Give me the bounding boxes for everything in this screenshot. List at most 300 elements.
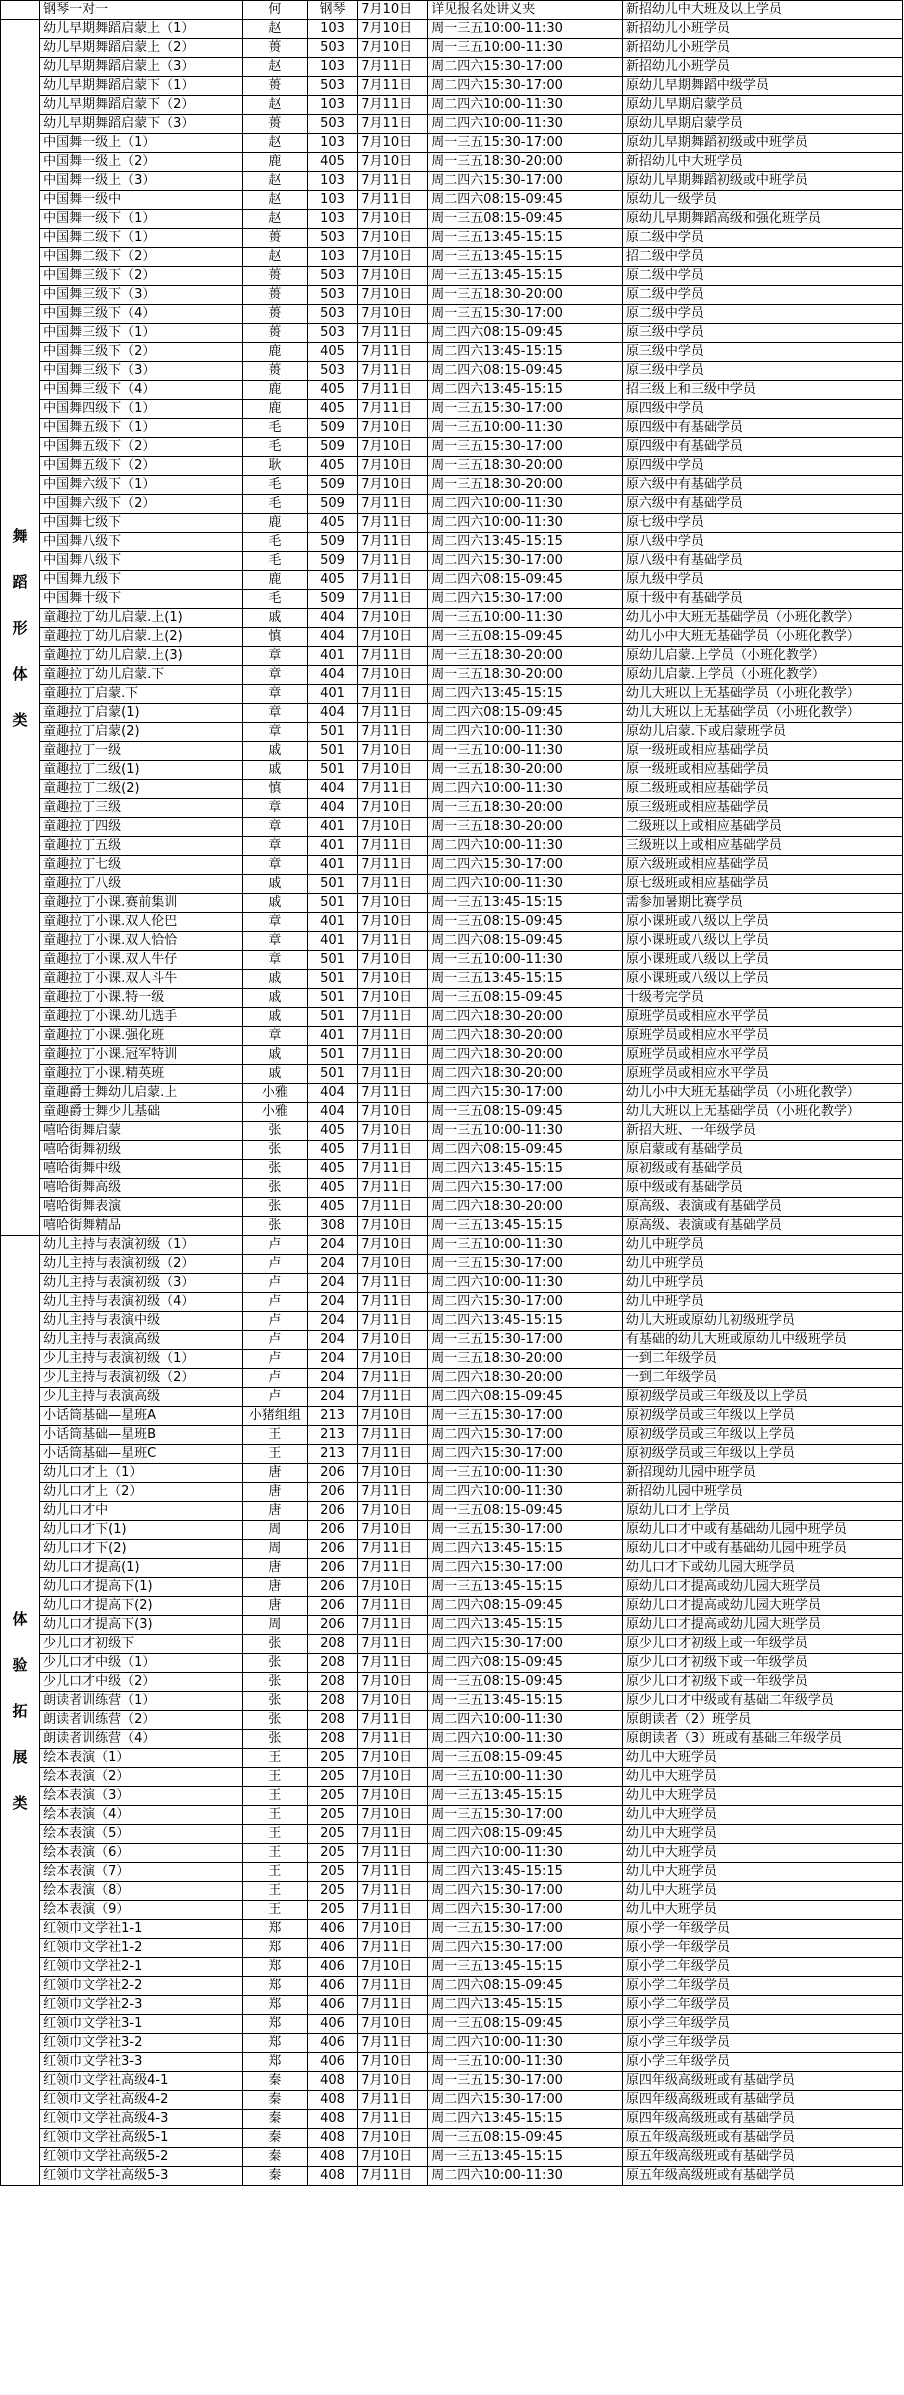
start-date: 7月10日 xyxy=(358,419,428,438)
room: 405 xyxy=(307,514,357,533)
table-row xyxy=(1,2072,903,2091)
class-time: 周二四六10:00-11:30 xyxy=(428,2034,623,2053)
teacher: 毛 xyxy=(242,552,307,571)
room: 406 xyxy=(307,1939,357,1958)
class-time: 周二四六15:30-17:00 xyxy=(428,172,623,191)
class-time: 周二四六18:30-20:00 xyxy=(428,1065,623,1084)
eligibility: 原小学二年级学员 xyxy=(622,1958,902,1977)
room: 405 xyxy=(307,1179,357,1198)
course-name: 中国舞三级下（2） xyxy=(40,267,243,286)
table-row xyxy=(1,2053,903,2072)
start-date: 7月10日 xyxy=(358,818,428,837)
course-name: 中国舞七级下 xyxy=(40,514,243,533)
room: 401 xyxy=(307,856,357,875)
room: 401 xyxy=(307,913,357,932)
room: 205 xyxy=(307,1901,357,1920)
eligibility: 原十级中有基础学员 xyxy=(622,590,902,609)
teacher: 王 xyxy=(242,1882,307,1901)
course-name: 童趣拉丁小课.精英班 xyxy=(40,1065,243,1084)
start-date: 7月10日 xyxy=(358,267,428,286)
table-row xyxy=(1,780,903,799)
class-time: 周二四六10:00-11:30 xyxy=(428,96,623,115)
start-date: 7月11日 xyxy=(358,1654,428,1673)
course-name: 朗读者训练营（4） xyxy=(40,1730,243,1749)
eligibility: 原小课班或八级以上学员 xyxy=(622,932,902,951)
room: 408 xyxy=(307,2129,357,2148)
table-row xyxy=(1,1198,903,1217)
header-date: 7月10日 xyxy=(358,1,428,20)
table-row xyxy=(1,818,903,837)
table-row xyxy=(1,381,903,400)
teacher: 秦 xyxy=(242,2148,307,2167)
eligibility: 原幼儿口才提高或幼儿园大班学员 xyxy=(622,1597,902,1616)
eligibility: 原六级中有基础学员 xyxy=(622,495,902,514)
eligibility: 招二级中学员 xyxy=(622,248,902,267)
teacher: 戚 xyxy=(242,989,307,1008)
table-row xyxy=(1,438,903,457)
room: 408 xyxy=(307,2110,357,2129)
table-row xyxy=(1,723,903,742)
start-date: 7月11日 xyxy=(358,2034,428,2053)
teacher: 卢 xyxy=(242,1274,307,1293)
eligibility: 有基础的幼儿大班或原幼儿中级班学员 xyxy=(622,1331,902,1350)
eligibility: 原四级中学员 xyxy=(622,400,902,419)
room: 405 xyxy=(307,571,357,590)
class-time: 周一三五13:45-15:15 xyxy=(428,229,623,248)
course-name: 红领巾文学社3-1 xyxy=(40,2015,243,2034)
class-time: 周一三五08:15-09:45 xyxy=(428,1673,623,1692)
start-date: 7月10日 xyxy=(358,628,428,647)
class-time: 周二四六18:30-20:00 xyxy=(428,1046,623,1065)
class-time: 周一三五10:00-11:30 xyxy=(428,1464,623,1483)
room: 503 xyxy=(307,115,357,134)
table-row xyxy=(1,1939,903,1958)
eligibility: 原幼儿口才提高或幼儿园大班学员 xyxy=(622,1616,902,1635)
course-name: 中国舞二级下（1） xyxy=(40,229,243,248)
room: 408 xyxy=(307,2148,357,2167)
course-name: 少儿主持与表演初级（2） xyxy=(40,1369,243,1388)
course-name: 中国舞五级下（2） xyxy=(40,457,243,476)
course-name: 少儿口才初级下 xyxy=(40,1635,243,1654)
eligibility: 原小课班或八级以上学员 xyxy=(622,951,902,970)
teacher: 小雅 xyxy=(242,1103,307,1122)
course-name: 中国舞一级下（1） xyxy=(40,210,243,229)
class-time: 周二四六15:30-17:00 xyxy=(428,77,623,96)
eligibility: 原幼儿早期启蒙学员 xyxy=(622,115,902,134)
table-row xyxy=(1,134,903,153)
room: 103 xyxy=(307,172,357,191)
eligibility: 原一级班或相应基础学员 xyxy=(622,761,902,780)
eligibility: 一到二年级学员 xyxy=(622,1350,902,1369)
start-date: 7月11日 xyxy=(358,191,428,210)
eligibility: 幼儿大班以上无基础学员（小班化教学） xyxy=(622,685,902,704)
eligibility: 需参加暑期比赛学员 xyxy=(622,894,902,913)
teacher: 毛 xyxy=(242,590,307,609)
class-time: 周一三五08:15-09:45 xyxy=(428,989,623,1008)
course-name: 中国舞一级上（1） xyxy=(40,134,243,153)
course-name: 少儿口才中级（1） xyxy=(40,1654,243,1673)
start-date: 7月11日 xyxy=(358,1274,428,1293)
start-date: 7月11日 xyxy=(358,1445,428,1464)
table-row xyxy=(1,2129,903,2148)
class-time: 周一三五13:45-15:15 xyxy=(428,970,623,989)
class-time: 周一三五10:00-11:30 xyxy=(428,951,623,970)
teacher: 戚 xyxy=(242,970,307,989)
room: 401 xyxy=(307,1027,357,1046)
start-date: 7月11日 xyxy=(358,647,428,666)
course-name: 童趣拉丁四级 xyxy=(40,818,243,837)
class-time: 周一三五08:15-09:45 xyxy=(428,2015,623,2034)
class-time: 周一三五08:15-09:45 xyxy=(428,2129,623,2148)
class-time: 周二四六13:45-15:15 xyxy=(428,1996,623,2015)
teacher: 郑 xyxy=(242,1977,307,1996)
header-row xyxy=(1,1,903,20)
eligibility: 幼儿中大班学员 xyxy=(622,1882,902,1901)
table-row xyxy=(1,2110,903,2129)
teacher: 唐 xyxy=(242,1502,307,1521)
course-name: 幼儿早期舞蹈启蒙上（2） xyxy=(40,39,243,58)
course-name: 中国舞一级中 xyxy=(40,191,243,210)
start-date: 7月11日 xyxy=(358,552,428,571)
class-time: 周一三五13:45-15:15 xyxy=(428,267,623,286)
eligibility: 原朗读者（3）班或有基础三年级学员 xyxy=(622,1730,902,1749)
teacher: 鹿 xyxy=(242,153,307,172)
room: 103 xyxy=(307,96,357,115)
teacher: 戚 xyxy=(242,894,307,913)
class-time: 周二四六08:15-09:45 xyxy=(428,932,623,951)
class-time: 周二四六08:15-09:45 xyxy=(428,362,623,381)
room: 509 xyxy=(307,495,357,514)
table-row xyxy=(1,1312,903,1331)
eligibility: 幼儿中班学员 xyxy=(622,1236,902,1255)
class-time: 周二四六08:15-09:45 xyxy=(428,1825,623,1844)
eligibility: 原班学员或相应水平学员 xyxy=(622,1046,902,1065)
room: 406 xyxy=(307,2053,357,2072)
class-time: 周一三五10:00-11:30 xyxy=(428,1236,623,1255)
start-date: 7月10日 xyxy=(358,1217,428,1236)
course-name: 绘本表演（7） xyxy=(40,1863,243,1882)
class-time: 周一三五13:45-15:15 xyxy=(428,1787,623,1806)
course-name: 幼儿早期舞蹈启蒙下（2） xyxy=(40,96,243,115)
teacher: 章 xyxy=(242,913,307,932)
eligibility: 幼儿中大班学员 xyxy=(622,1844,902,1863)
course-name: 童趣爵士舞幼儿启蒙.上 xyxy=(40,1084,243,1103)
teacher: 周 xyxy=(242,1540,307,1559)
course-name: 绘本表演（9） xyxy=(40,1901,243,1920)
table-row xyxy=(1,1806,903,1825)
course-name: 幼儿口才提高(1) xyxy=(40,1559,243,1578)
course-name: 童趣拉丁七级 xyxy=(40,856,243,875)
teacher: 赵 xyxy=(242,134,307,153)
teacher: 郑 xyxy=(242,1958,307,1977)
eligibility: 原高级、表演或有基础学员 xyxy=(622,1217,902,1236)
header-room: 钢琴 xyxy=(307,1,357,20)
room: 103 xyxy=(307,20,357,39)
eligibility: 新招幼儿中大班学员 xyxy=(622,153,902,172)
room: 103 xyxy=(307,134,357,153)
start-date: 7月11日 xyxy=(358,1369,428,1388)
course-name: 红领巾文学社高级4-3 xyxy=(40,2110,243,2129)
course-name: 红领巾文学社高级5-2 xyxy=(40,2148,243,2167)
class-time: 周一三五13:45-15:15 xyxy=(428,2148,623,2167)
room: 503 xyxy=(307,324,357,343)
room: 208 xyxy=(307,1730,357,1749)
eligibility: 原班学员或相应水平学员 xyxy=(622,1008,902,1027)
eligibility: 原高级、表演或有基础学员 xyxy=(622,1198,902,1217)
teacher: 张 xyxy=(242,1179,307,1198)
start-date: 7月10日 xyxy=(358,1407,428,1426)
class-time: 周二四六08:15-09:45 xyxy=(428,704,623,723)
table-row xyxy=(1,1236,903,1255)
room: 404 xyxy=(307,666,357,685)
eligibility: 原四级中有基础学员 xyxy=(622,419,902,438)
room: 406 xyxy=(307,2015,357,2034)
class-time: 周二四六08:15-09:45 xyxy=(428,1977,623,1996)
teacher: 耿 xyxy=(242,457,307,476)
table-row xyxy=(1,1008,903,1027)
table-row xyxy=(1,1103,903,1122)
class-time: 周一三五13:45-15:15 xyxy=(428,1578,623,1597)
teacher: 秦 xyxy=(242,2072,307,2091)
eligibility: 原三级中学员 xyxy=(622,343,902,362)
table-row xyxy=(1,628,903,647)
header-time: 详见报名处讲义夹 xyxy=(428,1,623,20)
class-time: 周一三五10:00-11:30 xyxy=(428,2053,623,2072)
class-time: 周二四六10:00-11:30 xyxy=(428,1274,623,1293)
room: 501 xyxy=(307,742,357,761)
start-date: 7月10日 xyxy=(358,2072,428,2091)
class-time: 周二四六15:30-17:00 xyxy=(428,1293,623,1312)
eligibility: 幼儿小中大班无基础学员（小班化教学） xyxy=(622,628,902,647)
eligibility: 原二级中学员 xyxy=(622,286,902,305)
class-time: 周一三五10:00-11:30 xyxy=(428,742,623,761)
room: 406 xyxy=(307,2034,357,2053)
start-date: 7月11日 xyxy=(358,58,428,77)
teacher: 章 xyxy=(242,951,307,970)
room: 206 xyxy=(307,1559,357,1578)
course-name: 小话筒基础—星班A xyxy=(40,1407,243,1426)
teacher: 郑 xyxy=(242,1996,307,2015)
table-row xyxy=(1,1293,903,1312)
table-row xyxy=(1,2148,903,2167)
class-time: 周一三五08:15-09:45 xyxy=(428,1103,623,1122)
class-time: 周一三五10:00-11:30 xyxy=(428,1122,623,1141)
start-date: 7月11日 xyxy=(358,96,428,115)
table-row xyxy=(1,1768,903,1787)
table-body xyxy=(1,1,903,2186)
eligibility: 幼儿大班以上无基础学员（小班化教学） xyxy=(622,1103,902,1122)
start-date: 7月10日 xyxy=(358,2129,428,2148)
start-date: 7月10日 xyxy=(358,1920,428,1939)
class-time: 周二四六15:30-17:00 xyxy=(428,1635,623,1654)
start-date: 7月11日 xyxy=(358,1027,428,1046)
course-name: 嘻哈街舞启蒙 xyxy=(40,1122,243,1141)
eligibility: 幼儿大班以上无基础学员（小班化教学） xyxy=(622,704,902,723)
course-name: 幼儿主持与表演初级（1） xyxy=(40,1236,243,1255)
course-name: 童趣拉丁小课.幼儿选手 xyxy=(40,1008,243,1027)
class-time: 周二四六08:15-09:45 xyxy=(428,324,623,343)
table-row xyxy=(1,1673,903,1692)
course-name: 童趣拉丁五级 xyxy=(40,837,243,856)
course-name: 红领巾文学社3-3 xyxy=(40,2053,243,2072)
teacher: 张 xyxy=(242,1654,307,1673)
start-date: 7月11日 xyxy=(358,1996,428,2015)
course-name: 红领巾文学社3-2 xyxy=(40,2034,243,2053)
eligibility: 幼儿小中大班无基础学员（小班化教学） xyxy=(622,1084,902,1103)
start-date: 7月11日 xyxy=(358,514,428,533)
course-name: 幼儿早期舞蹈启蒙上（3） xyxy=(40,58,243,77)
eligibility: 原八级中学员 xyxy=(622,533,902,552)
teacher: 郑 xyxy=(242,1939,307,1958)
table-row xyxy=(1,1027,903,1046)
teacher: 蒉 xyxy=(242,362,307,381)
eligibility: 幼儿大班或原幼儿初级班学员 xyxy=(622,1312,902,1331)
room: 204 xyxy=(307,1369,357,1388)
teacher: 王 xyxy=(242,1787,307,1806)
room: 103 xyxy=(307,248,357,267)
class-time: 周一三五18:30-20:00 xyxy=(428,818,623,837)
eligibility: 幼儿中大班学员 xyxy=(622,1768,902,1787)
teacher: 蒉 xyxy=(242,39,307,58)
room: 503 xyxy=(307,229,357,248)
eligibility: 原启蒙或有基础学员 xyxy=(622,1141,902,1160)
course-name: 童趣拉丁一级 xyxy=(40,742,243,761)
table-row xyxy=(1,875,903,894)
teacher: 赵 xyxy=(242,96,307,115)
table-row xyxy=(1,1787,903,1806)
table-row xyxy=(1,1483,903,1502)
teacher: 章 xyxy=(242,723,307,742)
eligibility: 原三级中学员 xyxy=(622,362,902,381)
class-time: 周一三五18:30-20:00 xyxy=(428,153,623,172)
start-date: 7月11日 xyxy=(358,172,428,191)
table-row xyxy=(1,20,903,39)
room: 206 xyxy=(307,1483,357,1502)
room: 204 xyxy=(307,1331,357,1350)
room: 501 xyxy=(307,989,357,1008)
class-time: 周二四六15:30-17:00 xyxy=(428,58,623,77)
start-date: 7月11日 xyxy=(358,1179,428,1198)
start-date: 7月11日 xyxy=(358,533,428,552)
start-date: 7月10日 xyxy=(358,2015,428,2034)
room: 408 xyxy=(307,2072,357,2091)
class-time: 周二四六18:30-20:00 xyxy=(428,1027,623,1046)
eligibility: 幼儿中大班学员 xyxy=(622,1749,902,1768)
start-date: 7月10日 xyxy=(358,951,428,970)
eligibility: 原幼儿口才中或有基础幼儿园中班学员 xyxy=(622,1540,902,1559)
teacher: 慎 xyxy=(242,628,307,647)
course-name: 小话筒基础—星班C xyxy=(40,1445,243,1464)
eligibility: 原九级中学员 xyxy=(622,571,902,590)
teacher: 郑 xyxy=(242,2034,307,2053)
room: 404 xyxy=(307,799,357,818)
eligibility: 原小学二年级学员 xyxy=(622,1977,902,1996)
eligibility: 原幼儿早期启蒙学员 xyxy=(622,96,902,115)
room: 405 xyxy=(307,400,357,419)
room: 404 xyxy=(307,780,357,799)
course-name: 红领巾文学社高级4-1 xyxy=(40,2072,243,2091)
start-date: 7月11日 xyxy=(358,1977,428,1996)
table-row xyxy=(1,286,903,305)
class-time: 周二四六10:00-11:30 xyxy=(428,1483,623,1502)
teacher: 毛 xyxy=(242,419,307,438)
room: 401 xyxy=(307,837,357,856)
course-name: 朗读者训练营（2） xyxy=(40,1711,243,1730)
start-date: 7月11日 xyxy=(358,1730,428,1749)
start-date: 7月10日 xyxy=(358,438,428,457)
eligibility: 原小学二年级学员 xyxy=(622,1996,902,2015)
teacher: 张 xyxy=(242,1141,307,1160)
class-time: 周二四六15:30-17:00 xyxy=(428,552,623,571)
start-date: 7月10日 xyxy=(358,1350,428,1369)
room: 501 xyxy=(307,723,357,742)
table-row xyxy=(1,1255,903,1274)
start-date: 7月10日 xyxy=(358,1236,428,1255)
eligibility: 一到二年级学员 xyxy=(622,1369,902,1388)
start-date: 7月10日 xyxy=(358,286,428,305)
room: 401 xyxy=(307,685,357,704)
room: 501 xyxy=(307,875,357,894)
class-time: 周二四六15:30-17:00 xyxy=(428,1882,623,1901)
teacher: 王 xyxy=(242,1806,307,1825)
table-row xyxy=(1,666,903,685)
eligibility: 原班学员或相应水平学员 xyxy=(622,1027,902,1046)
course-name: 绘本表演（2） xyxy=(40,1768,243,1787)
start-date: 7月11日 xyxy=(358,1863,428,1882)
room: 406 xyxy=(307,1977,357,1996)
eligibility: 幼儿中大班学员 xyxy=(622,1863,902,1882)
room: 206 xyxy=(307,1502,357,1521)
teacher: 卢 xyxy=(242,1350,307,1369)
teacher: 章 xyxy=(242,799,307,818)
start-date: 7月11日 xyxy=(358,77,428,96)
teacher: 毛 xyxy=(242,438,307,457)
table-row xyxy=(1,1141,903,1160)
eligibility: 原小学一年级学员 xyxy=(622,1920,902,1939)
table-row xyxy=(1,742,903,761)
eligibility: 原小课班或八级以上学员 xyxy=(622,970,902,989)
table-row xyxy=(1,894,903,913)
class-time: 周一三五18:30-20:00 xyxy=(428,666,623,685)
start-date: 7月10日 xyxy=(358,1502,428,1521)
course-name: 绘本表演（1） xyxy=(40,1749,243,1768)
room: 308 xyxy=(307,1217,357,1236)
class-time: 周二四六15:30-17:00 xyxy=(428,1901,623,1920)
class-time: 周二四六15:30-17:00 xyxy=(428,1179,623,1198)
table-row xyxy=(1,1464,903,1483)
room: 405 xyxy=(307,1122,357,1141)
start-date: 7月10日 xyxy=(358,153,428,172)
class-time: 周二四六10:00-11:30 xyxy=(428,2167,623,2186)
room: 405 xyxy=(307,343,357,362)
course-name: 童趣拉丁幼儿启蒙.上(3) xyxy=(40,647,243,666)
teacher: 章 xyxy=(242,685,307,704)
start-date: 7月11日 xyxy=(358,2167,428,2186)
course-name: 绘本表演（6） xyxy=(40,1844,243,1863)
table-row xyxy=(1,856,903,875)
teacher: 蒉 xyxy=(242,77,307,96)
table-row xyxy=(1,1407,903,1426)
class-time: 周一三五10:00-11:30 xyxy=(428,39,623,58)
teacher: 戚 xyxy=(242,742,307,761)
eligibility: 原班学员或相应水平学员 xyxy=(622,1065,902,1084)
eligibility: 原二级中学员 xyxy=(622,229,902,248)
table-row xyxy=(1,1616,903,1635)
teacher: 卢 xyxy=(242,1312,307,1331)
course-name: 朗读者训练营（1） xyxy=(40,1692,243,1711)
room: 404 xyxy=(307,1103,357,1122)
class-time: 周一三五13:45-15:15 xyxy=(428,1217,623,1236)
